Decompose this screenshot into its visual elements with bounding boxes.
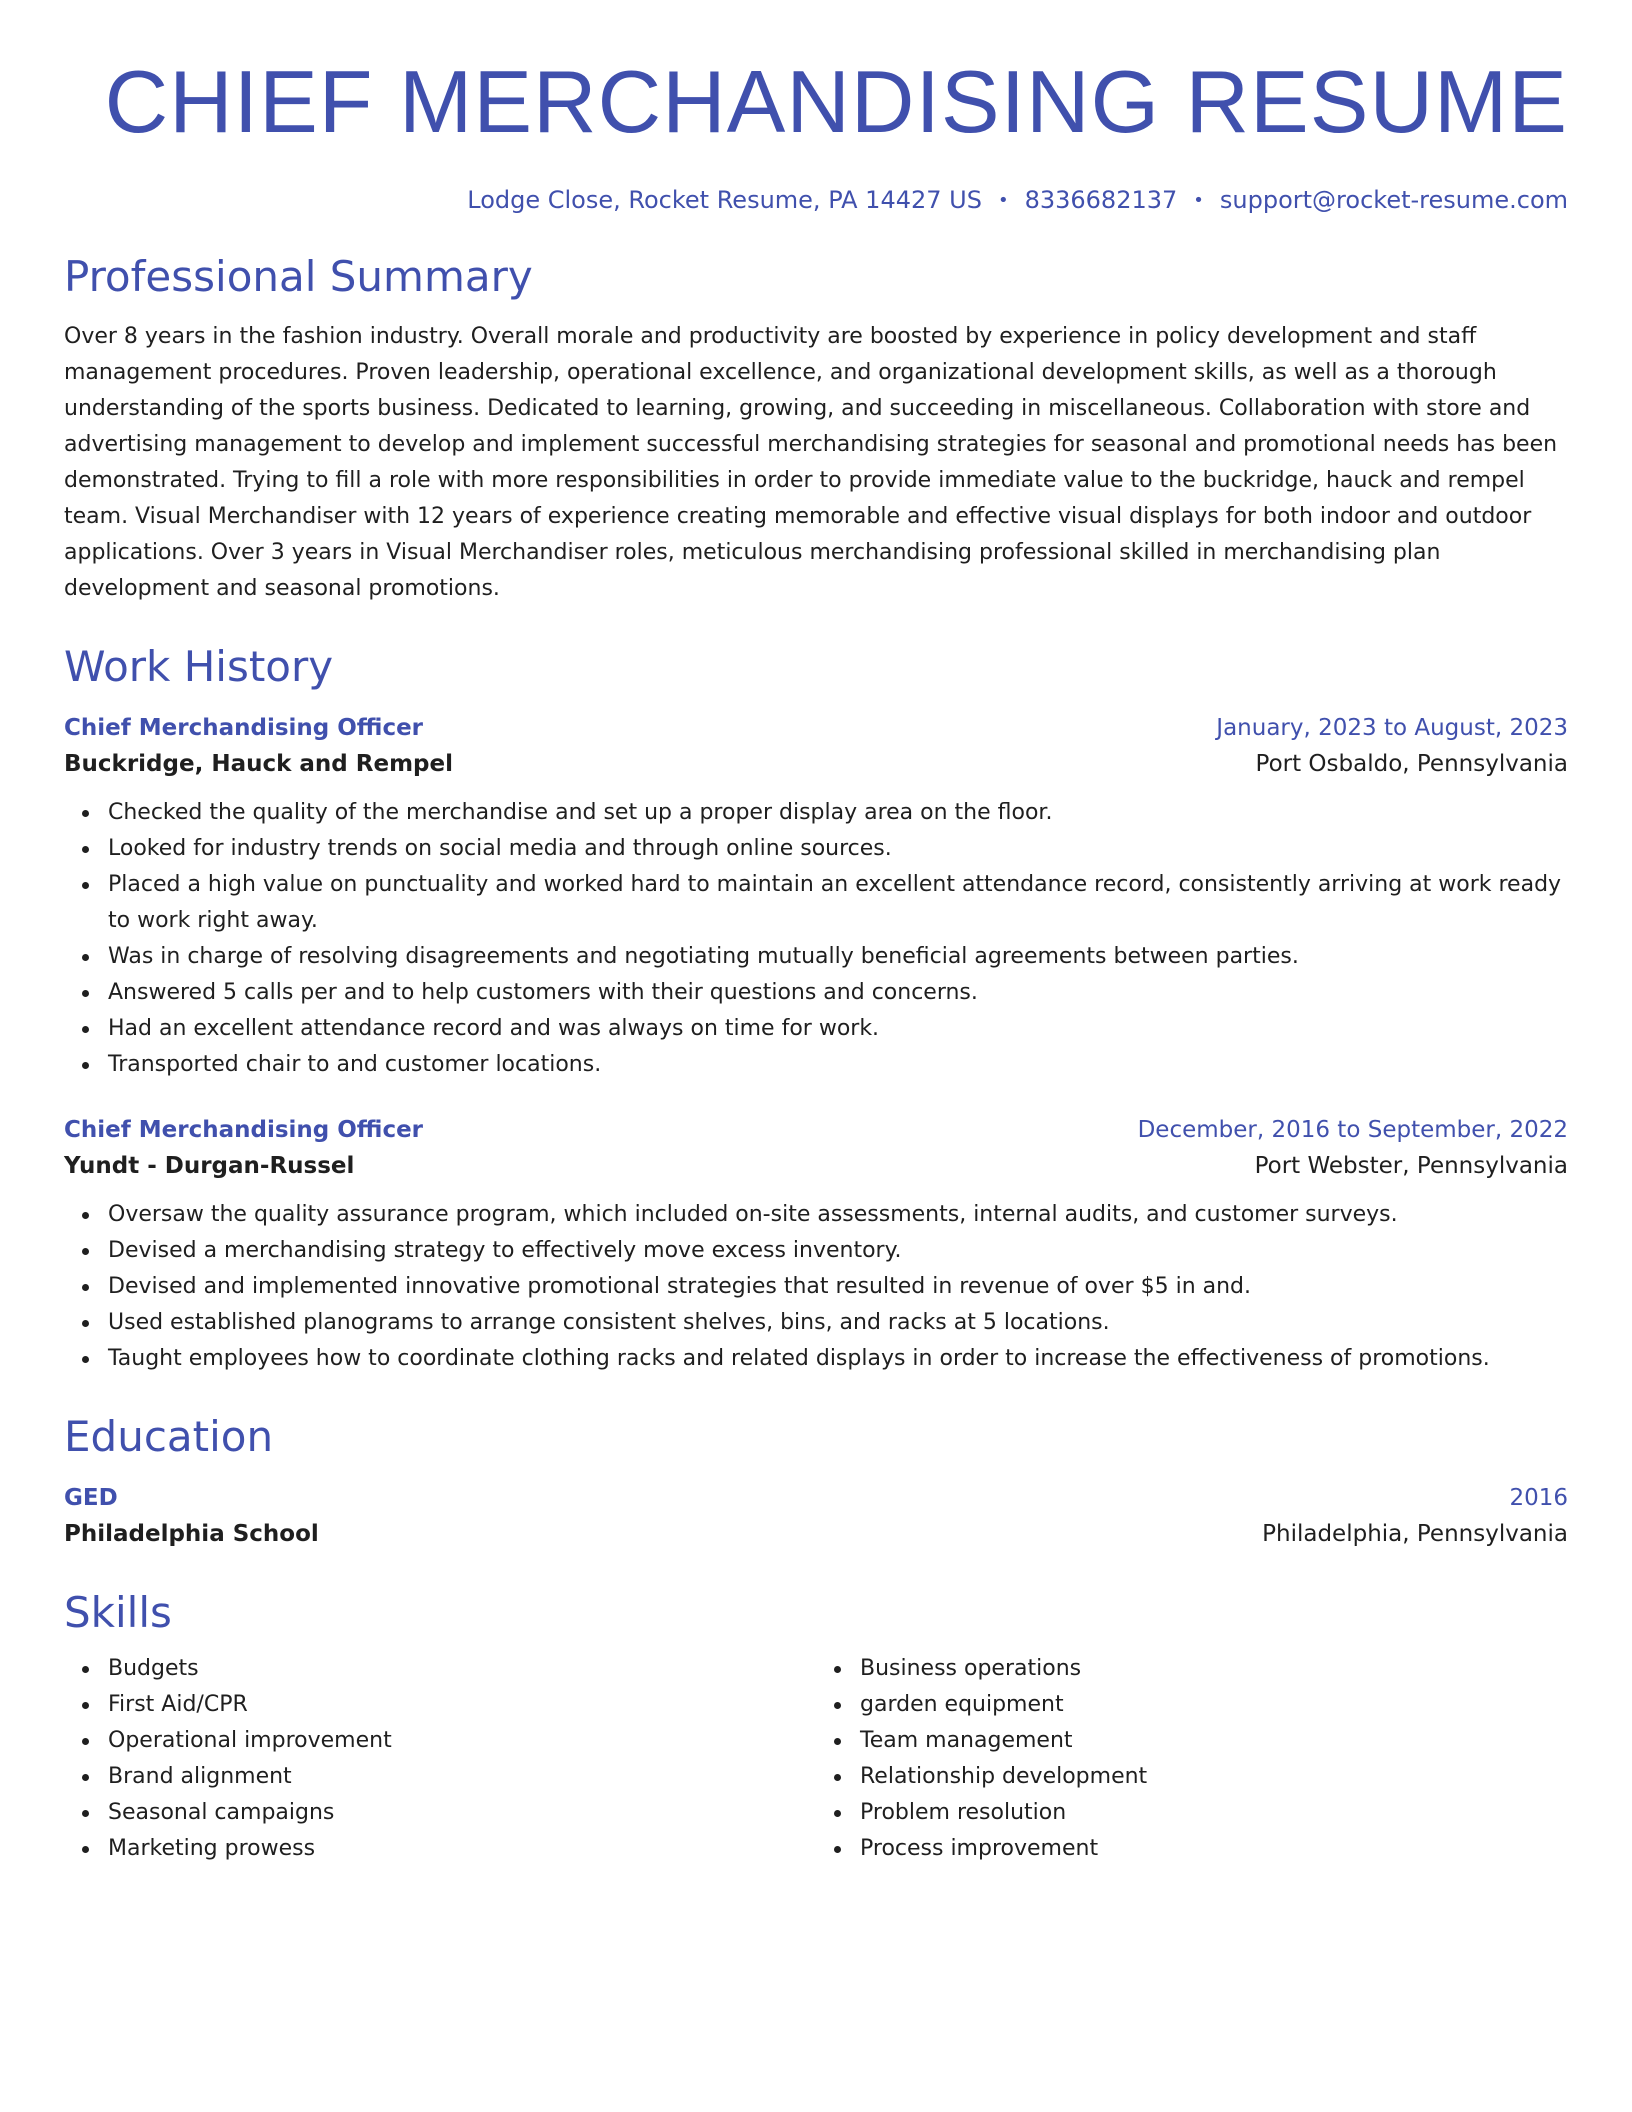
job-dates: December, 2016 to September, 2022 <box>1137 1117 1568 1143</box>
job-entry <box>64 1113 1568 1377</box>
job-location: Port Webster, Pennsylvania <box>1254 1153 1568 1179</box>
education-location: Philadelphia, Pennsylvania <box>1262 1521 1568 1547</box>
job-title: Chief Merchandising Officer <box>64 1117 424 1143</box>
job-company-row <box>64 745 1568 783</box>
skill-item: Budgets <box>108 1651 816 1687</box>
job-company: Buckridge, Hauck and Rempel <box>64 751 454 777</box>
education-header-row <box>64 1481 1568 1515</box>
section-heading-education: Education <box>64 1412 274 1461</box>
skill-item: Team management <box>860 1723 1568 1759</box>
job-company: Yundt - Durgan-Russel <box>64 1153 355 1179</box>
job-bullet: Devised a merchandising strategy to effectively move excess inventory. <box>108 1233 1568 1269</box>
resume-title: CHIEF MERCHANDISING RESUME <box>104 52 1568 151</box>
job-bullet: Looked for industry trends on social media and through online sources. <box>108 831 1568 867</box>
education-section <box>64 1411 1568 1553</box>
skill-item: First Aid/CPR <box>108 1687 816 1723</box>
skill-item: Brand alignment <box>108 1759 816 1795</box>
job-bullet: Was in charge of resolving disagreements and negotiating mutually beneficial agreements between parties. <box>108 939 1568 975</box>
job-bullet: Answered 5 calls per and to help customers with their questions and concerns. <box>108 975 1568 1011</box>
section-heading-skills: Skills <box>64 1588 172 1637</box>
job-bullet: Placed a high value on punctuality and worked hard to maintain an excellent attendance record, consistently arriving at work ready to work right away. <box>108 867 1568 939</box>
education-entry <box>64 1481 1568 1553</box>
section-heading-summary: Professional Summary <box>64 252 533 301</box>
education-year: 2016 <box>1509 1485 1568 1511</box>
job-bullet: Had an excellent attendance record and was always on time for work. <box>108 1011 1568 1047</box>
skill-item: Operational improvement <box>108 1723 816 1759</box>
job-title: Chief Merchandising Officer <box>64 715 424 741</box>
education-degree: GED <box>64 1485 118 1511</box>
job-header-row <box>64 1113 1568 1147</box>
education-school: Philadelphia School <box>64 1521 319 1547</box>
professional-summary-section <box>64 251 1568 607</box>
education-school-row <box>64 1515 1568 1553</box>
job-bullet: Oversaw the quality assurance program, which included on-site assessments, internal audits, and customer surveys. <box>108 1197 1568 1233</box>
contact-address: Lodge Close, Rocket Resume, PA 14427 US <box>467 186 982 214</box>
skills-list-right <box>816 1651 1568 1867</box>
skills-columns <box>64 1651 1568 1867</box>
job-dates: January, 2023 to August, 2023 <box>1216 715 1568 741</box>
job-bullet: Checked the quality of the merchandise and set up a proper display area on the floor. <box>108 795 1568 831</box>
section-heading-work-history: Work History <box>64 642 334 691</box>
resume-header <box>64 52 1568 217</box>
skill-item: Marketing prowess <box>108 1831 816 1867</box>
job-company-row <box>64 1147 1568 1185</box>
job-bullet: Used established planograms to arrange consistent shelves, bins, and racks at 5 locations. <box>108 1305 1568 1341</box>
job-bullet: Transported chair to and customer locations. <box>108 1047 1568 1083</box>
job-header-row <box>64 711 1568 745</box>
job-location: Port Osbaldo, Pennsylvania <box>1255 751 1568 777</box>
job-bullet-list <box>64 795 1568 1083</box>
contact-email: support@rocket-resume.com <box>1219 186 1568 214</box>
skill-item: Business operations <box>860 1651 1568 1687</box>
contact-separator: • <box>997 190 1009 211</box>
work-history-section <box>64 641 1568 1377</box>
contact-phone: 8336682137 <box>1024 186 1178 214</box>
job-bullet: Taught employees how to coordinate clothing racks and related displays in order to increase the effectiveness of promotions. <box>108 1341 1568 1377</box>
job-bullet-list <box>64 1197 1568 1377</box>
contact-line <box>64 184 1568 217</box>
summary-text: Over 8 years in the fashion industry. Overall morale and productivity are boosted by experience in policy development and staff management procedures. Proven leadership, operational excellence, and organizational development skills, as well as a thorough understanding of the sports business. Dedicated to learning, growing, and succeeding in miscellaneous. Collaboration with store and advertising management to develop and implement successful merchandising strategies for seasonal and promotional needs has been demonstrated. Trying to fill a role with more responsibilities in order to provide immediate value to the buckridge, hauck and rempel team. Visual Merchandiser with 12 years of experience creating memorable and effective visual displays for both indoor and outdoor applications. Over 3 years in Visual Merchandiser roles, meticulous merchandising professional skilled in merchandising plan development and seasonal promotions. <box>64 324 1558 601</box>
job-entry <box>64 711 1568 1083</box>
skills-section <box>64 1587 1568 1867</box>
contact-separator: • <box>1193 190 1204 211</box>
skills-list-left <box>64 1651 816 1867</box>
skill-item: Problem resolution <box>860 1795 1568 1831</box>
skill-item: Relationship development <box>860 1759 1568 1795</box>
skill-item: Seasonal campaigns <box>108 1795 816 1831</box>
skill-item: Process improvement <box>860 1831 1568 1867</box>
job-bullet: Devised and implemented innovative promotional strategies that resulted in revenue of over $5 in and. <box>108 1269 1568 1305</box>
skill-item: garden equipment <box>860 1687 1568 1723</box>
